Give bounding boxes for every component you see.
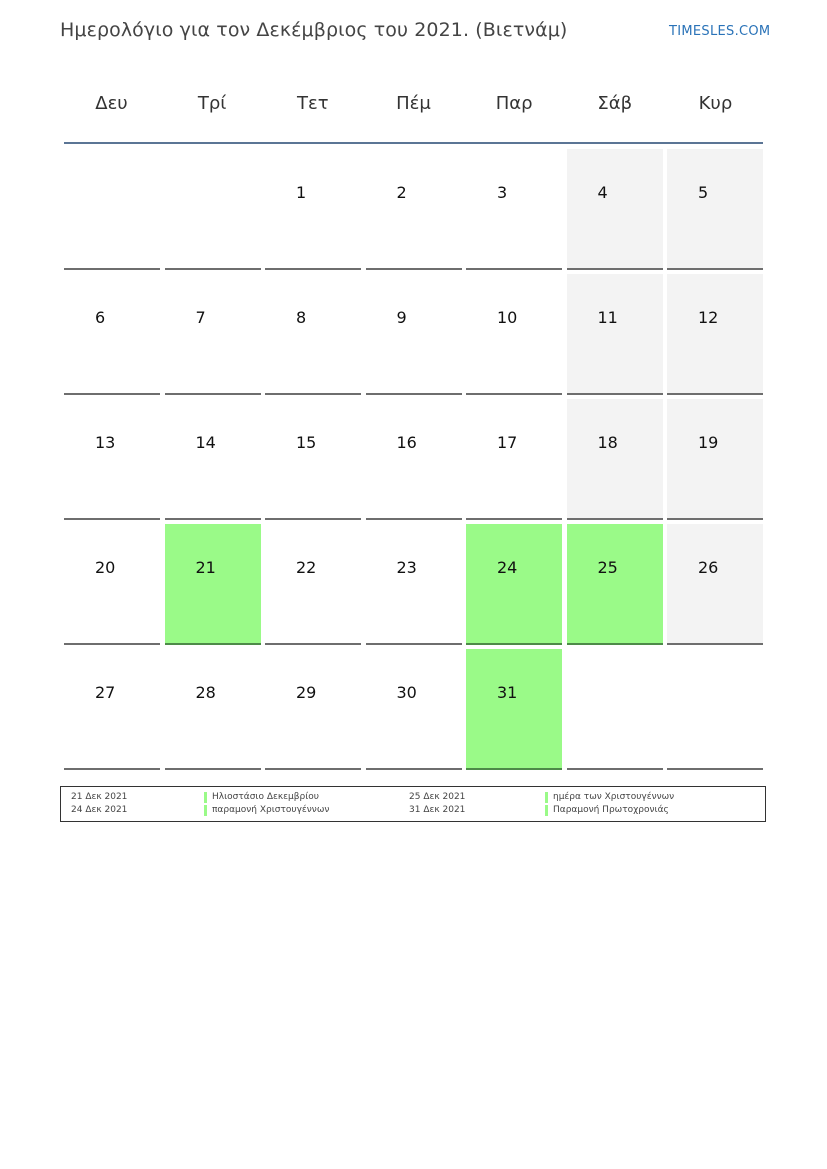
calendar-day[interactable] <box>466 399 562 520</box>
day-number: 29 <box>296 683 317 702</box>
legend-holiday-marker <box>204 805 207 816</box>
calendar-day[interactable] <box>366 274 462 395</box>
weekday-header-tue: Τρί <box>197 93 227 114</box>
calendar-day[interactable] <box>165 649 261 770</box>
calendar-day-holiday[interactable] <box>466 524 562 645</box>
calendar-week-row <box>64 149 763 270</box>
day-number: 6 <box>95 308 106 327</box>
legend-date: 25 Δεκ 2021 <box>409 792 466 802</box>
day-number: 12 <box>698 308 719 327</box>
day-number: 4 <box>597 183 608 202</box>
weekday-header-thu: Πέμ <box>396 93 431 114</box>
calendar-day[interactable] <box>64 399 160 520</box>
calendar-day[interactable] <box>265 149 361 270</box>
day-number: 30 <box>396 683 417 702</box>
day-number: 9 <box>396 308 407 327</box>
weekday-header-sat: Σάβ <box>597 93 633 114</box>
day-number: 17 <box>497 433 518 452</box>
calendar-day-holiday[interactable] <box>466 649 562 770</box>
calendar-day[interactable] <box>265 274 361 395</box>
day-number: 28 <box>195 683 216 702</box>
day-number: 20 <box>95 558 116 577</box>
legend-holiday-marker <box>204 792 207 803</box>
day-number: 3 <box>497 183 508 202</box>
calendar-day[interactable] <box>667 399 763 520</box>
calendar-day[interactable] <box>466 149 562 270</box>
day-number: 15 <box>296 433 317 452</box>
calendar-day[interactable] <box>366 399 462 520</box>
page-title: Ημερολόγιο για τον Δεκέμβριος του 2021. (Βιετνάμ) <box>60 19 568 41</box>
calendar-day[interactable] <box>466 274 562 395</box>
calendar-day[interactable] <box>667 149 763 270</box>
day-number: 1 <box>296 183 307 202</box>
legend-holiday-name: ημέρα των Χριστουγέννων <box>553 792 675 802</box>
legend-holiday-name: Ηλιοστάσιο Δεκεμβρίου <box>212 792 319 802</box>
day-number: 19 <box>698 433 719 452</box>
day-number: 21 <box>195 558 216 577</box>
calendar-empty-cell <box>165 149 261 270</box>
day-number: 13 <box>95 433 116 452</box>
day-number: 11 <box>597 308 618 327</box>
calendar-week-row <box>64 399 763 520</box>
day-number: 23 <box>396 558 417 577</box>
day-number: 25 <box>597 558 618 577</box>
calendar-day[interactable] <box>165 274 261 395</box>
calendar-empty-cell <box>567 649 663 770</box>
weekday-header-wed: Τετ <box>297 93 329 114</box>
calendar-day[interactable] <box>567 399 663 520</box>
legend-holiday-name: Παραμονή Πρωτοχρονιάς <box>553 805 669 815</box>
day-number: 16 <box>396 433 417 452</box>
day-number: 31 <box>497 683 518 702</box>
day-number: 8 <box>296 308 307 327</box>
day-number: 26 <box>698 558 719 577</box>
calendar-week-row <box>64 524 763 645</box>
header-divider <box>64 142 763 144</box>
calendar-day[interactable] <box>165 399 261 520</box>
calendar-day-holiday[interactable] <box>165 524 261 645</box>
calendar-day[interactable] <box>64 649 160 770</box>
calendar-day-holiday[interactable] <box>567 524 663 645</box>
calendar-empty-cell <box>667 649 763 770</box>
day-number: 18 <box>597 433 618 452</box>
day-number: 14 <box>195 433 216 452</box>
calendar-day[interactable] <box>366 524 462 645</box>
day-number: 10 <box>497 308 518 327</box>
calendar-day[interactable] <box>265 649 361 770</box>
calendar-week-row <box>64 274 763 395</box>
legend-date: 24 Δεκ 2021 <box>71 805 128 815</box>
legend-date: 21 Δεκ 2021 <box>71 792 128 802</box>
calendar-day[interactable] <box>366 649 462 770</box>
calendar-empty-cell <box>64 149 160 270</box>
weekday-header-sun: Κυρ <box>698 93 733 114</box>
day-number: 5 <box>698 183 709 202</box>
legend-holiday-marker <box>545 805 548 816</box>
calendar-week-row <box>64 649 763 770</box>
calendar-grid <box>64 149 763 774</box>
calendar-day[interactable] <box>64 274 160 395</box>
calendar-day[interactable] <box>265 399 361 520</box>
day-number: 2 <box>396 183 407 202</box>
weekday-header-row <box>64 90 763 120</box>
legend-holiday-name: παραμονή Χριστουγέννων <box>212 805 330 815</box>
calendar-day[interactable] <box>366 149 462 270</box>
day-number: 22 <box>296 558 317 577</box>
day-number: 24 <box>497 558 518 577</box>
day-number: 7 <box>195 308 206 327</box>
calendar-day[interactable] <box>64 524 160 645</box>
brand-link[interactable]: TIMESLES.COM <box>669 24 771 39</box>
day-number: 27 <box>95 683 116 702</box>
legend-holiday-marker <box>545 792 548 803</box>
legend-date: 31 Δεκ 2021 <box>409 805 466 815</box>
calendar-day[interactable] <box>265 524 361 645</box>
holiday-legend <box>60 786 766 822</box>
calendar-day[interactable] <box>567 274 663 395</box>
weekday-header-fri: Παρ <box>495 93 533 114</box>
calendar-day[interactable] <box>667 524 763 645</box>
weekday-header-mon: Δευ <box>95 93 128 114</box>
calendar-day[interactable] <box>567 149 663 270</box>
calendar-day[interactable] <box>667 274 763 395</box>
